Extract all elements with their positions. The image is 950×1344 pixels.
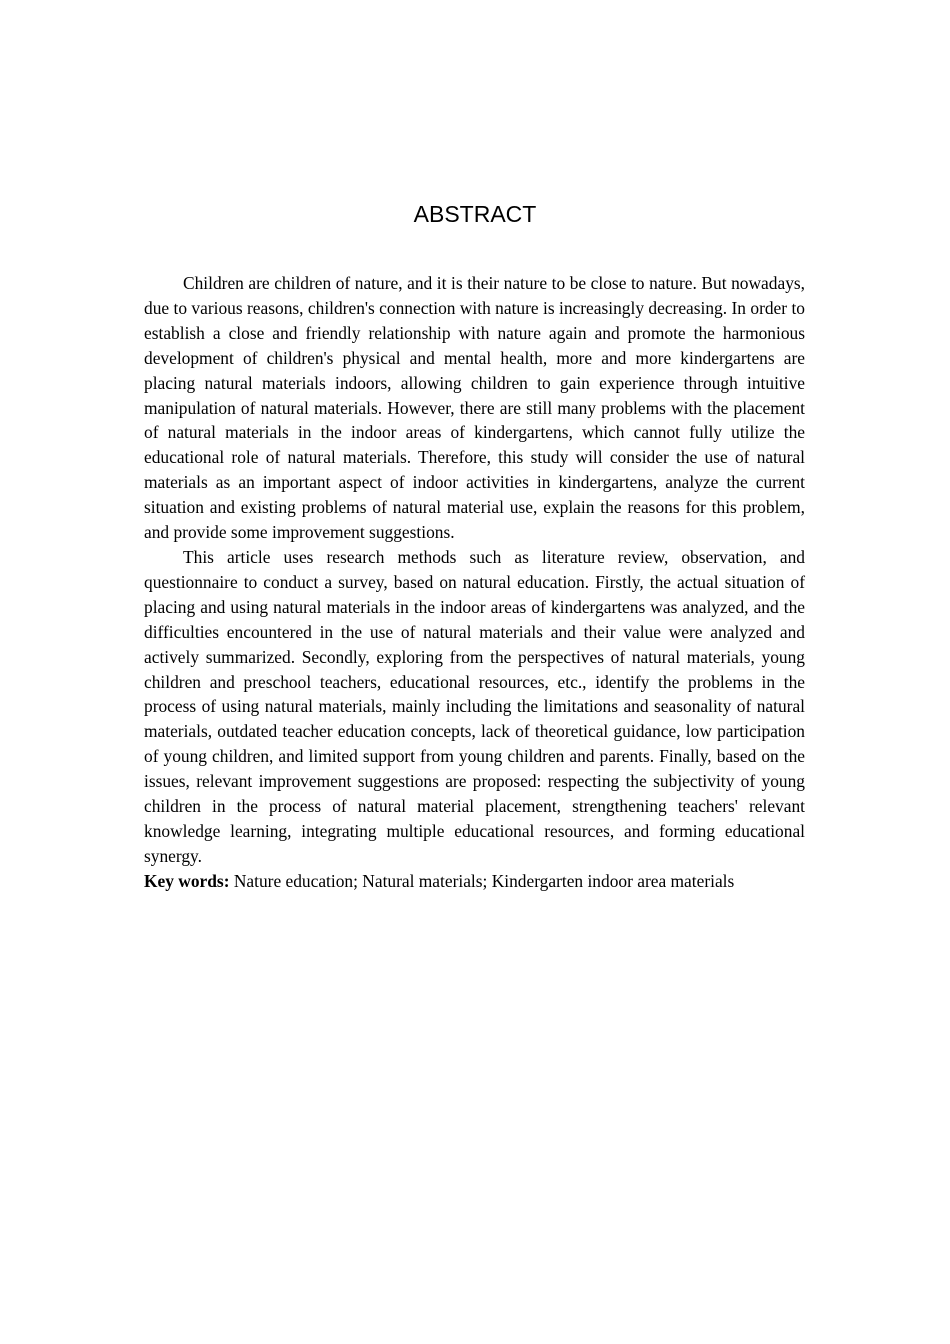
keywords-label: Key words: [144,870,230,891]
abstract-paragraph-2: This article uses research methods such as literature review, observation, and questionnaire to conduct a survey, based on natural education. Firstly, the actual situation of placing and using natural materials in the indoor areas of kindergartens was analyzed, and the difficulties encountered in the use of natural materials and their value were analyzed and actively summarized. Secondly, exploring from the perspectives of natural materials, young children and preschool teachers, educational resources, etc., identify the problems in the process of using natural materials, mainly including the limitations and seasonality of natural materials, outdated teacher education concepts, lack of theoretical guidance, low participation of young children, and limited support from young children and parents. Finally, based on the issues, relevant improvement suggestions are proposed: respecting the subjectivity of young children in the process of natural material placement, strengthening teachers' relevant knowledge learning, integrating multiple educational resources, and forming educational synergy. [144,546,805,866]
abstract-title: ABSTRACT [413,201,537,227]
abstract-body [144,271,805,894]
abstract-paragraph-1: Children are children of nature, and it is their nature to be close to nature. But nowadays, due to various reasons, children's connection with nature is increasingly decreasing. In order to establish a close and friendly relationship with nature again and promote the harmonious development of children's physical and mental health, more and more kindergartens are placing natural materials indoors, allowing children to gain experience through intuitive manipulation of natural materials. However, there are still many problems with the placement of natural materials in the indoor areas of kindergartens, which cannot fully utilize the educational role of natural materials. Therefore, this study will consider the use of natural materials as an important aspect of indoor activities in kindergartens, analyze the current situation and existing problems of natural material use, explain the reasons for this problem, and provide some improvement suggestions. [144,273,805,543]
keywords-line [144,869,805,894]
keywords-text: Nature education; Natural materials; Kindergarten indoor area materials [229,870,735,891]
